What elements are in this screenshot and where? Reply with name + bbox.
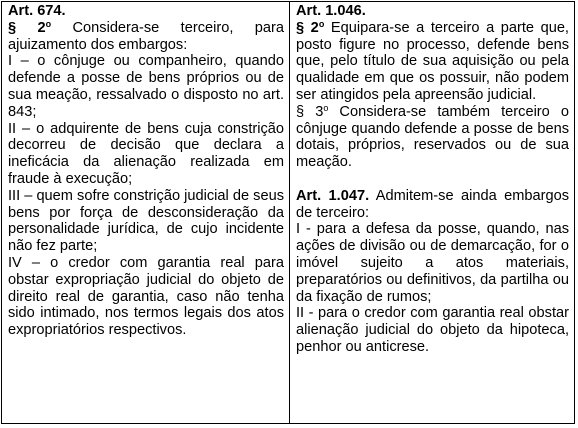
paragraph-3-text [296, 104, 569, 171]
paragraph-body: Equipara-se a terceiro a parte que, posto figure no processo, defende bens que, pelo título de sua aquisição ou pela qualidade em que os possuir, não podem ser atingidos pela apreensão judicial. [296, 19, 569, 103]
paragraph-body: Considera-se também terceiro o cônjuge quando defende a posse de bens dotais, próprios, reservados ou de sua meação. [296, 103, 569, 171]
left-column [2, 2, 290, 423]
right-item-2: II - para o credor com garantia real obstar alienação judicial do objeto da hipoteca, penhor ou anticrese. [296, 305, 569, 355]
left-item-1: I – o cônjuge ou companheiro, quando defende a posse de bens próprios ou de sua meação, ressalvado o disposto no art. 843; [8, 53, 284, 120]
paragraph-mark-text: § 2 [296, 19, 319, 36]
article-heading-674 [8, 3, 284, 20]
article-intro-text: Admitem-se ainda embargos de terceiro: [296, 187, 570, 221]
paragraph-2-intro [8, 20, 284, 54]
left-item-2: II – o adquirente de bens cuja constrição decorreu de decisão que declara a ineficácia da alienação realizada em fraude à execução; [8, 120, 284, 187]
ordinal-indicator: o [323, 102, 329, 113]
ordinal-indicator: o [45, 18, 52, 29]
article-heading-1046 [296, 3, 569, 20]
paragraph-mark [296, 20, 324, 36]
article-number: Art. 674. [8, 3, 66, 19]
left-item-3: III – quem sofre constrição judicial de seus bens por força de desconsideração da personalidade jurídica, de cujo incidente não fez parte; [8, 187, 284, 255]
spacer [296, 171, 569, 188]
paragraph-mark [296, 104, 328, 120]
paragraph-intro-text: Considera-se terceiro, para ajuizamento dos embargos: [8, 19, 284, 53]
article-number: Art. 1.047. [296, 187, 370, 204]
paragraph-2-text [296, 20, 569, 104]
paragraph-mark [8, 20, 51, 36]
comparison-table [1, 1, 575, 424]
article-1047-intro [296, 188, 569, 222]
paragraph-mark-text: § 2 [8, 19, 46, 36]
left-item-4: IV – o credor com garantia real para obstar expropriação judicial do objeto de direito real de garantia, caso não tenha sido intimado, nos termos legais dos atos expropriatórios respectivos. [8, 254, 284, 339]
right-column [290, 2, 574, 423]
paragraph-mark-text: § 3 [296, 103, 324, 120]
article-number: Art. 1.046. [296, 3, 366, 19]
ordinal-indicator: o [318, 18, 325, 29]
right-item-1: I - para a defesa da posse, quando, nas ações de divisão ou de demarcação, for o imóvel sujeito a atos materiais, preparatórios ou definitivos, da partilha ou da fixação de rumos; [296, 221, 569, 305]
